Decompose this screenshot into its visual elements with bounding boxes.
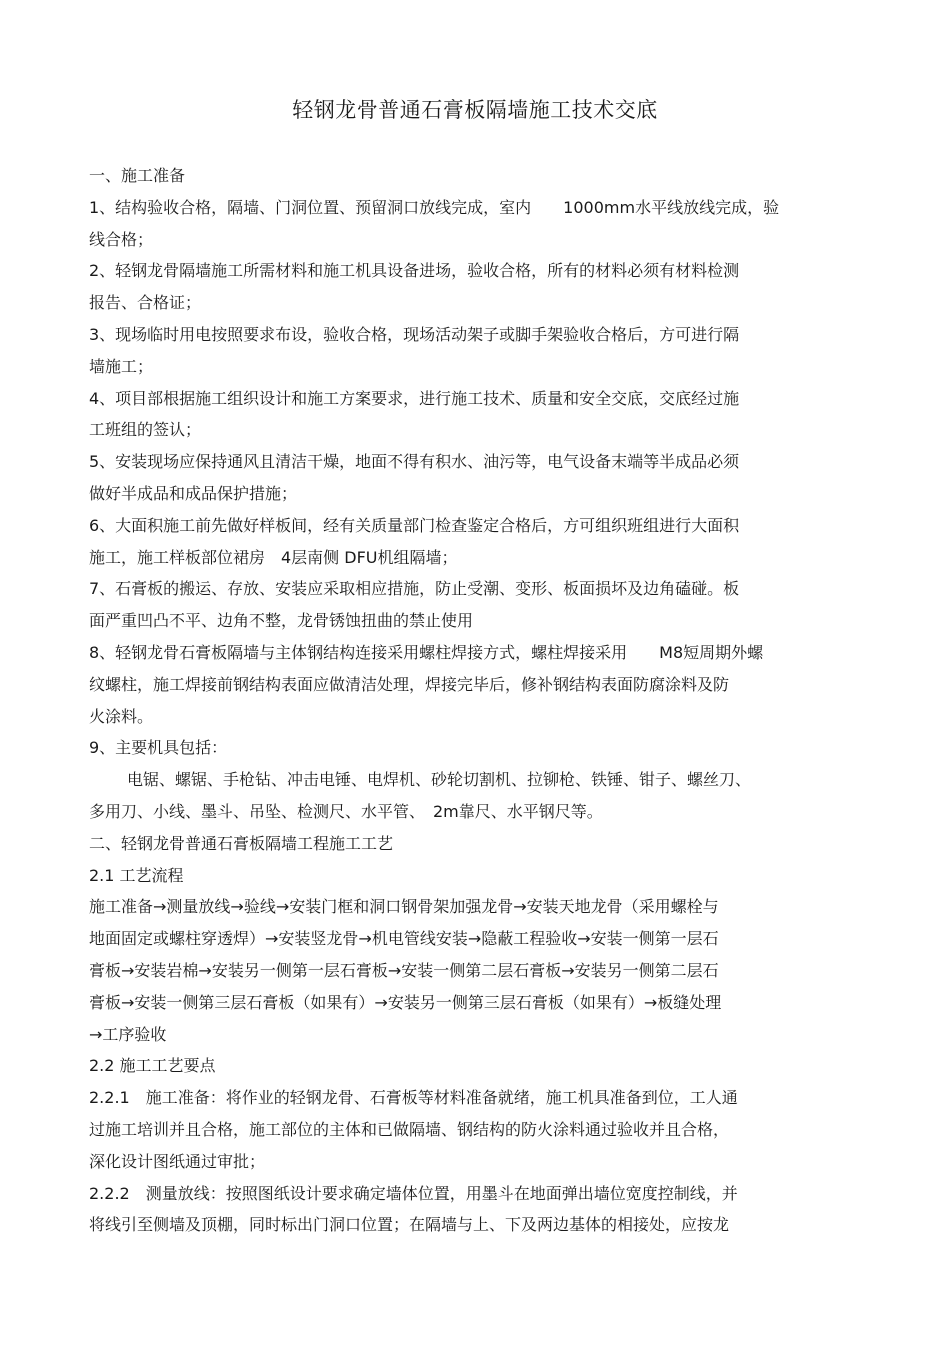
paragraph-line: 多用刀、小线、墨斗、吊坠、检测尺、水平管、 2m靠尺、水平钢尺等。 bbox=[89, 801, 603, 821]
paragraph-line: 6、大面积施工前先做好样板间，经有关质量部门检查鉴定合格后，方可组织班组进行大面积 bbox=[89, 515, 740, 535]
subsection-heading: 2.2 施工工艺要点 bbox=[89, 1056, 216, 1076]
paragraph-line: 2、轻钢龙骨隔墙施工所需材料和施工机具设备进场，验收合格，所有的材料必须有材料检测 bbox=[89, 261, 740, 281]
paragraph-line: 9、主要机具包括： bbox=[89, 738, 228, 758]
document-body bbox=[89, 160, 859, 1241]
paragraph-line: 面严重凹凸不平、边角不整，龙骨锈蚀扭曲的禁止使用 bbox=[89, 611, 474, 631]
paragraph-line: 过施工培训并且合格，施工部位的主体和已做隔墙、钢结构的防火涂料通过验收并且合格， bbox=[89, 1119, 730, 1139]
paragraph-line: 膏板→安装岩棉→安装另一侧第一层石膏板→安装一侧第二层石膏板→安装另一侧第二层石 bbox=[89, 960, 719, 980]
paragraph-line: 施工，施工样板部位裙房 4层南侧 DFU机组隔墙； bbox=[89, 547, 458, 567]
paragraph-line: 2.2.2 测量放线：按照图纸设计要求确定墙体位置，用墨斗在地面弹出墙位宽度控制线，并 bbox=[89, 1183, 738, 1203]
section-heading: 二、轻钢龙骨普通石膏板隔墙工程施工工艺 bbox=[89, 833, 394, 853]
paragraph-line: 3、现场临时用电按照要求布设，验收合格，现场活动架子或脚手架验收合格后，方可进行隔 bbox=[89, 324, 740, 344]
paragraph-line: 7、石膏板的搬运、存放、安装应采取相应措施，防止受潮、变形、板面损坏及边角磕碰。板 bbox=[89, 579, 740, 599]
paragraph-line: 线合格； bbox=[89, 229, 154, 249]
paragraph-line: 纹螺柱，施工焊接前钢结构表面应做清洁处理，焊接完毕后，修补钢结构表面防腐涂料及防 bbox=[89, 674, 730, 694]
paragraph-line: 膏板→安装一侧第三层石膏板（如果有）→安装另一侧第三层石膏板（如果有）→板缝处理 bbox=[89, 992, 722, 1012]
paragraph-line: 深化设计图纸通过审批； bbox=[89, 1151, 266, 1171]
paragraph-line: 2.2.1 施工准备：将作业的轻钢龙骨、石膏板等材料准备就绪，施工机具准备到位，工人通 bbox=[89, 1088, 738, 1108]
paragraph-line: 4、项目部根据施工组织设计和施工方案要求，进行施工技术、质量和安全交底，交底经过施 bbox=[89, 388, 740, 408]
paragraph-line: 工班组的签认； bbox=[89, 420, 202, 440]
paragraph-line: 施工准备→测量放线→验线→安装门框和洞口钢骨架加强龙骨→安装天地龙骨（采用螺栓与 bbox=[89, 897, 719, 917]
paragraph-line: 8、轻钢龙骨石膏板隔墙与主体钢结构连接采用螺柱焊接方式，螺柱焊接采用 M8短周期外螺 bbox=[89, 642, 764, 662]
paragraph-line: 墙施工； bbox=[89, 356, 154, 376]
paragraph-line: 电锯、螺锯、手枪钻、冲击电锤、电焊机、砂轮切割机、拉铆枪、铁锤、钳子、螺丝刀、 bbox=[127, 770, 752, 790]
paragraph-line: 1、结构验收合格，隔墙、门洞位置、预留洞口放线完成，室内 1000mm水平线放线完成，验 bbox=[89, 197, 780, 217]
paragraph-line: 地面固定或螺柱穿透焊）→安装竖龙骨→机电管线安装→隐蔽工程验收→安装一侧第一层石 bbox=[89, 929, 719, 949]
paragraph-line: →工序验收 bbox=[89, 1024, 167, 1044]
subsection-heading: 2.1 工艺流程 bbox=[89, 865, 184, 885]
paragraph-line: 将线引至侧墙及顶棚，同时标出门洞口位置；在隔墙与上、下及两边基体的相接处，应按龙 bbox=[89, 1215, 730, 1235]
document-title: 轻钢龙骨普通石膏板隔墙施工技术交底 bbox=[292, 98, 658, 122]
paragraph-line: 做好半成品和成品保护措施； bbox=[89, 483, 298, 503]
section-heading: 一、施工准备 bbox=[89, 166, 186, 185]
paragraph-line: 报告、合格证； bbox=[89, 293, 202, 313]
paragraph-line: 火涂料。 bbox=[89, 706, 154, 726]
paragraph-line: 5、安装现场应保持通风且清洁干燥，地面不得有积水、油污等，电气设备末端等半成品必须 bbox=[89, 452, 740, 472]
